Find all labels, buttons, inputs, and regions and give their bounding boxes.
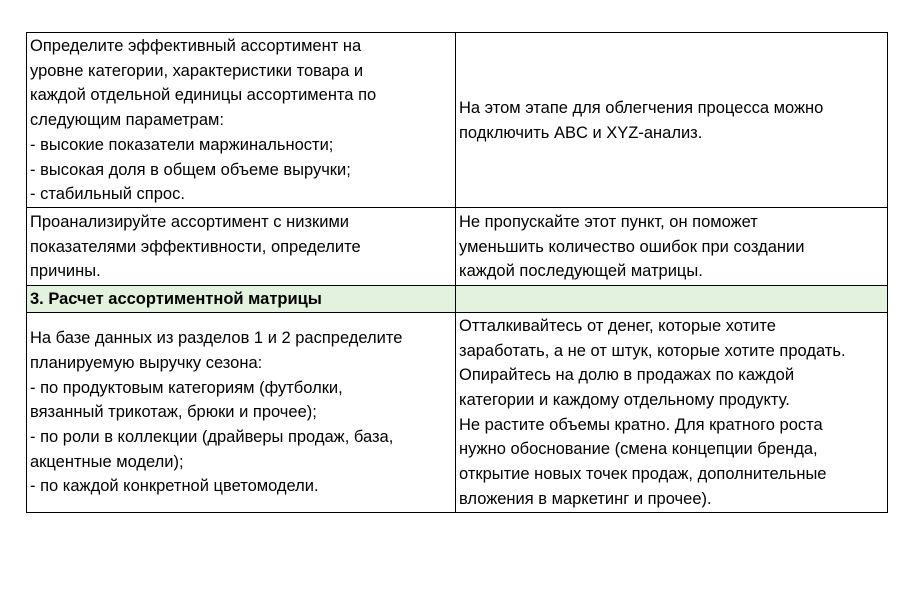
content-table xyxy=(26,32,888,513)
table-row xyxy=(27,208,888,286)
table-cell-left: Проанализируйте ассортимент с низкими показателями эффективности, определите причины. xyxy=(27,208,456,286)
section-header-title: 3. Расчет ассортиментной матрицы xyxy=(27,286,456,313)
table-cell-right: Отталкивайтесь от денег, которые хотите заработать, а не от штук, которые хотите продать. Опирайтесь на долю в продажах по каждой категории и каждому отдельному продукту. Не растите объемы кратно. Для кратного роста нужно обоснование (смена концепции бренда, открытие новых точек продаж, дополнительные вложения в маркетинг и прочее). xyxy=(456,312,888,512)
table-row xyxy=(27,312,888,512)
table-cell-right: Не пропускайте этот пункт, он поможет уменьшить количество ошибок при создании каждой последующей матрицы. xyxy=(456,208,888,286)
table-cell-left: На базе данных из разделов 1 и 2 распределите планируемую выручку сезона: - по продуктовым категориям (футболки, вязанный трикотаж, брюки и прочее); - по роли в коллекции (драйверы продаж, база, акцентные модели); - по каждой конкретной цветомодели. xyxy=(27,312,456,512)
table-row xyxy=(27,33,888,208)
table-cell-right: На этом этапе для облегчения процесса можно подключить ABC и XYZ-анализ. xyxy=(456,33,888,208)
section-header-row xyxy=(27,286,888,313)
section-header-empty-cell xyxy=(456,286,888,313)
table-cell-left: Определите эффективный ассортимент на уровне категории, характеристики товара и каждой отдельной единицы ассортимента по следующим параметрам: - высокие показатели маржинальности; - высокая доля в общем объеме выручки; - стабильный спрос. xyxy=(27,33,456,208)
